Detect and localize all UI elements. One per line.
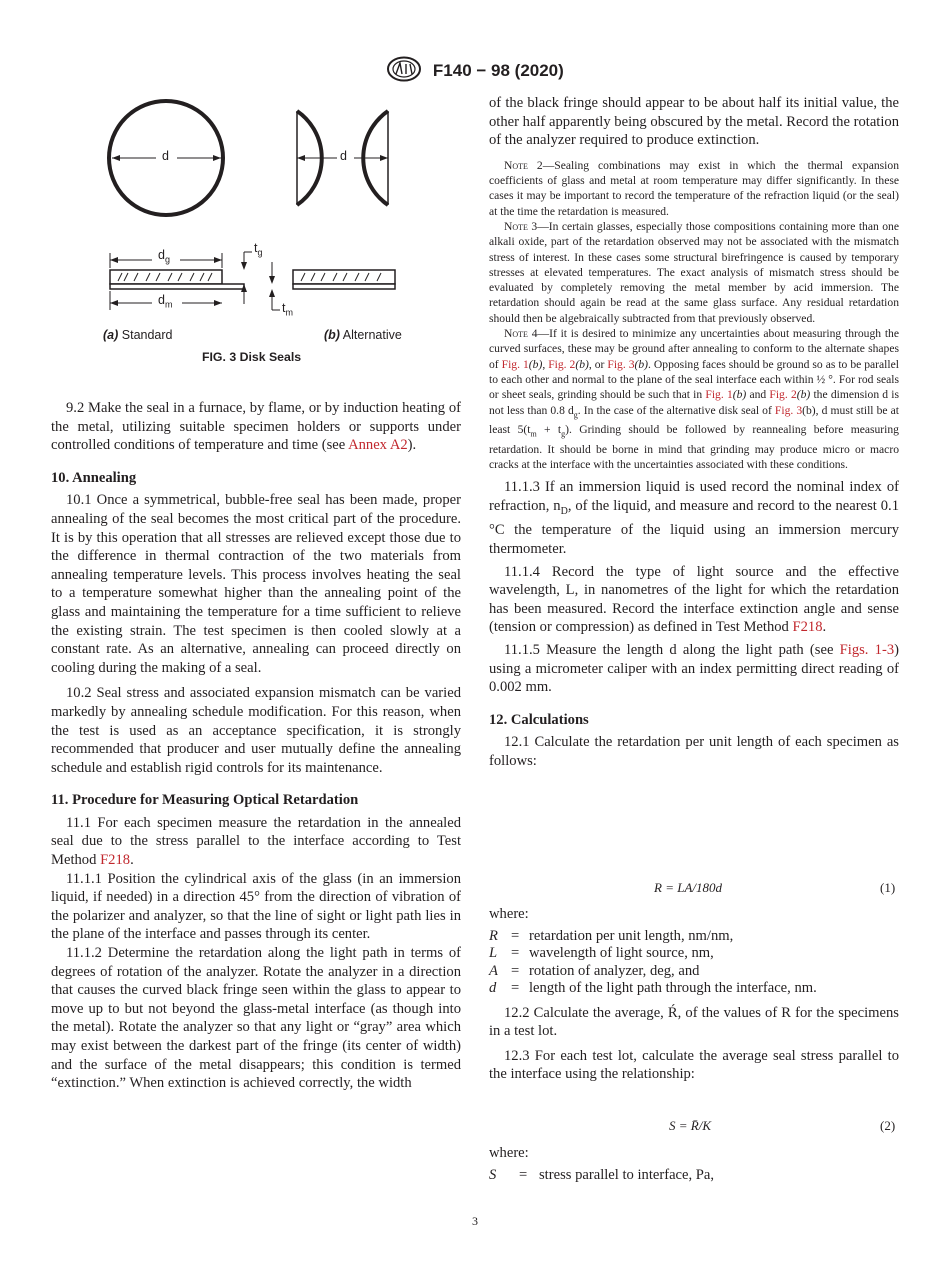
definitions-list-1 xyxy=(489,928,899,998)
where-block-2 xyxy=(489,1144,899,1184)
where-block-1 xyxy=(489,905,899,1084)
note-2: Note 2—Sealing combinations may exist in which the thermal expansion coefficients of glass and metal at room temperature may differ significantly. In these cases it may be important to record the temperature of the refraction liquid (or the seal) at the time the retardation is measured. xyxy=(489,158,899,218)
definition-row: A = rotation of analyzer, deg, and xyxy=(489,962,700,979)
label-dm: $d_m$ xyxy=(158,293,173,310)
link-fig2-b[interactable]: Fig. 2 xyxy=(769,388,797,402)
note-4: Note 4—If it is desired to minimize any uncertainties about measuring through the curved surfaces, these may be ground after annealing to conform to the alternate shapes of Fig. 1(b), Fig. 2(b), or Fig. 3(b). Opposing faces should be ground so as to be parallel to each other and normal to the plane of the seal interface each within ½ °. For rod seals or sheet seals, grinding should be such that in Fig. 1(b) and Fig. 2(b) the dimension d is not less than 0.8 $d_g$. In the case of the alternative disk seal of Fig. 3(b), d must still be at least $5(t_m + t_g)$. Grinding should be followed by reannealing before measuring retardation. It should be borne in mind that grinding may produce micro or macro cracks at the interface with the uncertainties associated with these conditions. xyxy=(489,327,900,472)
definition-row: S = stress parallel to interface, Pa, xyxy=(489,1166,715,1183)
link-fig1[interactable]: Fig. 1 xyxy=(501,357,529,371)
section-11-1-4: 11.1.4 Record the type of light source and the effective wavelength, L, in nanometres of the light for which the retardation has been measured. Record the interface extinction angle and sense (tension or compression) as defined in Test Method F218. xyxy=(489,563,899,636)
note-3: Note 3—In certain glasses, especially those compositions containing more than one alkali oxide, part of the retardation observed may not be associated with the mismatch stress of interest. In these cases some structural birefringence is caused by temporary stresses at elevated temperatures. The exact analysis of mismatch stress should be evaluated by completely removing the metal member by acid immersion. The retardation should again be read at the same glass surface. Any residual retardation should then be algebraically subtracted from that previously observed. xyxy=(489,219,899,325)
equation-1-number: (1) xyxy=(880,880,896,895)
label-tg: $t_g$ xyxy=(254,241,263,258)
label-dg: $d_g$ xyxy=(158,248,170,265)
link-fig3-b[interactable]: Fig. 3 xyxy=(774,403,803,417)
label-tm: $t_m$ xyxy=(282,301,293,318)
section-11-1-2-cont: of the black fringe should appear to be about half its initial value, the other half apparently being obscured by the metal. Record the rotation of the analyzer required to produce extinction. xyxy=(489,95,899,149)
section-10-1: 10.1 Once a symmetrical, bubble-free seal has been made, proper annealing of the seal becomes the most critical part of the procedure. It is by this operation that all stresses are relieved except those due to the difference in thermal contraction of the two materials from annealing temperature levels. This process involves heating the seal to a temperature somewhat higher than the annealing point of the glass and maintaining the temperature for a time sufficient to relieve the existing strain. The test specimen is then cooled slowly at a constant rate. As an alternative, annealing can proceed directly on cooling during the making of a seal. xyxy=(51,492,461,676)
section-11-1: 11.1 For each specimen measure the retardation in the annealed seal due to the stress parallel to the interface according to Test Method F218. xyxy=(51,814,461,869)
subcaption-standard: (a) Standard xyxy=(103,328,173,342)
link-annex-a2[interactable]: Annex A2 xyxy=(348,437,408,454)
link-f218-2[interactable]: F218 xyxy=(792,619,823,636)
page-number: 3 xyxy=(472,1214,478,1228)
definition-row: L = wavelength of light source, nm, xyxy=(489,945,714,962)
section-12-3: 12.3 For each test lot, calculate the average seal stress parallel to the interface using the relationship: xyxy=(489,1047,899,1083)
link-fig1-b[interactable]: Fig. 1 xyxy=(705,388,733,402)
left-column xyxy=(51,399,461,1093)
definition-row: R = retardation per unit length, nm/nm, xyxy=(489,927,734,944)
link-fig2[interactable]: Fig. 2 xyxy=(548,357,576,371)
equation-2-number: (2) xyxy=(880,1118,896,1133)
heading-10: 10. Annealing xyxy=(51,469,137,486)
right-column xyxy=(489,94,899,771)
figure-3 xyxy=(100,90,420,370)
figure-caption: FIG. 3 Disk Seals xyxy=(202,350,302,364)
link-fig3[interactable]: Fig. 3 xyxy=(607,357,635,371)
where-label-2: where: xyxy=(489,1145,529,1161)
link-f218[interactable]: F218 xyxy=(100,852,131,869)
section-12-1: 12.1 Calculate the retardation per unit length of each specimen as follows: xyxy=(489,734,899,769)
section-11-1-3: 11.1.3 If an immersion liquid is used record the nominal index of refraction, $n_D$, of the liquid, and measure and record to the nearest 0.1 °C the temperature of the liquid using an immersion mercury thermometer. xyxy=(489,479,899,558)
section-10-2: 10.2 Seal stress and associated expansion mismatch can be varied markedly by annealing schedule modification. For this reason, when the test is used as an acceptance specification, it is strongly recommended that producer and user mutually define the annealing schedule and establish rigid controls for its maintenance. xyxy=(51,685,461,776)
section-12-2: 12.2 Calculate the average, Ŕ, of the values of R for the specimens in a test lot. xyxy=(489,1004,899,1040)
document-designation: F140 − 98 (2020) xyxy=(432,60,564,80)
label-d-standard: d xyxy=(162,149,169,163)
equation-1: R = LA/180d xyxy=(654,880,722,895)
label-d-alternative: d xyxy=(340,149,347,163)
heading-12: 12. Calculations xyxy=(489,711,589,728)
heading-11: 11. Procedure for Measuring Optical Retardation xyxy=(51,792,359,809)
equation-2: S = R̄/K xyxy=(669,1118,711,1133)
definition-row: d = length of the light path through the interface, nm. xyxy=(489,980,817,997)
where-label-1: where: xyxy=(489,906,529,922)
link-figs-1-3[interactable]: Figs. 1-3 xyxy=(839,642,895,658)
section-9-2: 9.2 Make the seal in a furnace, by flame, or by induction heating of the metal, utilizing suitable specimen holders or supports under controlled conditions of temperature and time (see Annex A2). xyxy=(51,400,461,454)
section-11-1-5: 11.1.5 Measure the length d along the light path (see Figs. 1-3) using a micrometer caliper with an index permitting direct reading of 0.002 mm. xyxy=(489,642,900,696)
page-header xyxy=(0,56,950,87)
section-11-1-1: 11.1.1 Position the cylindrical axis of the glass (in an immersion liquid, if needed) in a direction 45° from the direction of vibration of the polarizer and analyzer, so that the line of sight or light path lies in the plane of the interface and passes through its center. xyxy=(51,870,461,943)
subcaption-alternative: (b) Alternative xyxy=(324,328,402,342)
section-11-1-2: 11.1.2 Determine the retardation along the light path in terms of degrees of rotation of the analyzer. Rotate the analyzer in a direction that causes the curved black fringe seen within the glass to appear to move up to but not beyond the glass-metal interface (as though into the metal). Rotate the analyzer so that any light or “gray” area which may exist between the darkest part of the fringe (its center of width) and the surface of the metal disappears; this condition is termed “extinction.” When extinction is achieved correctly, the width xyxy=(51,945,461,1092)
astm-logo-icon xyxy=(386,56,422,87)
